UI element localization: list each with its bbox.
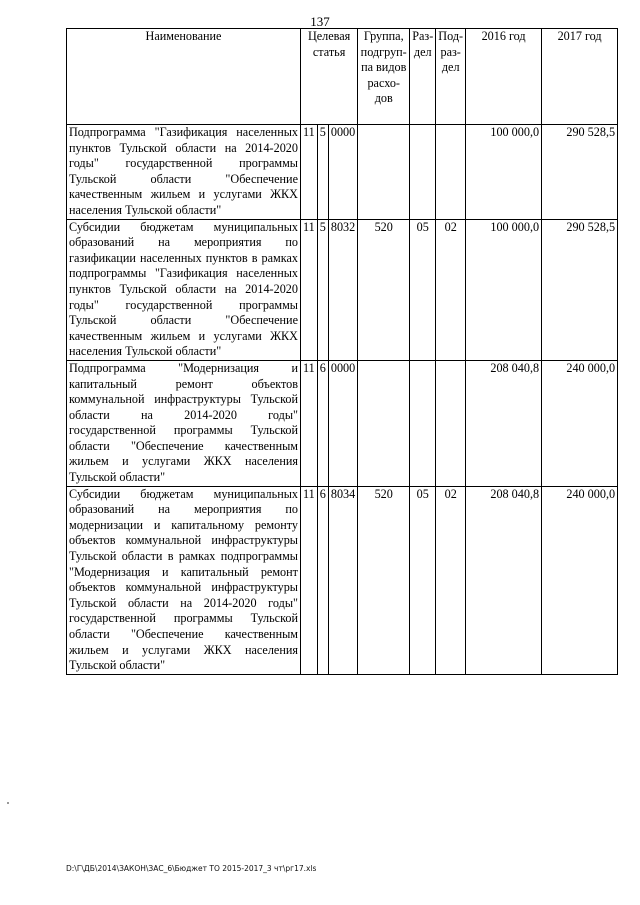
section-cell <box>410 360 436 486</box>
target-article-part3: 8032 <box>328 219 357 360</box>
target-article-part2: 5 <box>317 125 328 220</box>
amount-2017-cell: 290 528,5 <box>542 125 618 220</box>
table-row <box>67 219 618 360</box>
target-article-part1: 11 <box>301 125 318 220</box>
amount-2016-cell: 100 000,0 <box>466 219 542 360</box>
table-row <box>67 360 618 486</box>
header-subsection: Под- раз- дел <box>436 29 466 125</box>
amount-2017-cell: 240 000,0 <box>542 360 618 486</box>
row-name-cell: Субсидии бюджетам муниципальных образований на мероприятия по газификации населенных пунктов в рамках подпрограммы "Газификация населенных пунктов Тульской области на 2014-2020 годы" государственной программы Тульской области "Обеспечение качественным жильем и услугами ЖКХ населения Тульской области" <box>67 219 301 360</box>
section-cell <box>410 125 436 220</box>
target-article-part1: 11 <box>301 219 318 360</box>
header-expense-group: Группа, подгруп- па видов расхо- дов <box>358 29 410 125</box>
subsection-cell <box>436 125 466 220</box>
expense-group-cell <box>358 360 410 486</box>
expense-group-cell: 520 <box>358 486 410 674</box>
target-article-part1: 11 <box>301 360 318 486</box>
target-article-part2: 6 <box>317 486 328 674</box>
amount-2016-cell: 208 040,8 <box>466 360 542 486</box>
header-name: Наименование <box>67 29 301 125</box>
margin-mark <box>7 802 9 804</box>
table-row <box>67 125 618 220</box>
row-name-cell: Субсидии бюджетам муниципальных образований на мероприятия по модернизации и капитальному ремонту объектов коммунальной инфраструктуры Тульской области в рамках подпрограммы "Модернизация и капитальный ремонт объектов коммунальной инфраструктуры Тульской области на 2014-2020 годы" государственной программы Тульской области "Обеспечение качественным жильем и услугами ЖКХ населения Тульской области" <box>67 486 301 674</box>
target-article-part2: 5 <box>317 219 328 360</box>
section-cell: 05 <box>410 486 436 674</box>
header-year-2016: 2016 год <box>466 29 542 125</box>
target-article-part3: 0000 <box>328 360 357 486</box>
target-article-part2: 6 <box>317 360 328 486</box>
amount-2017-cell: 240 000,0 <box>542 486 618 674</box>
target-article-part3: 0000 <box>328 125 357 220</box>
row-name-cell: Подпрограмма "Газификация населенных пунктов Тульской области на 2014-2020 годы" государственной программы Тульской области "Обеспечение качественным жильем и услугами ЖКХ населения Тульской области" <box>67 125 301 220</box>
amount-2017-cell: 290 528,5 <box>542 219 618 360</box>
subsection-cell <box>436 360 466 486</box>
amount-2016-cell: 208 040,8 <box>466 486 542 674</box>
subsection-cell: 02 <box>436 486 466 674</box>
subsection-cell: 02 <box>436 219 466 360</box>
header-target-article: Целевая статья <box>301 29 358 125</box>
expense-group-cell <box>358 125 410 220</box>
row-name-cell: Подпрограмма "Модернизация и капитальный ремонт объектов коммунальной инфраструктуры Тульской области на 2014-2020 годы" государственной программы Тульской области "Обеспечение качественным жильем и услугами ЖКХ населения Тульской области" <box>67 360 301 486</box>
header-year-2017: 2017 год <box>542 29 618 125</box>
section-cell: 05 <box>410 219 436 360</box>
header-section: Раз- дел <box>410 29 436 125</box>
target-article-part3: 8034 <box>328 486 357 674</box>
amount-2016-cell: 100 000,0 <box>466 125 542 220</box>
table-header-row <box>67 29 618 125</box>
target-article-part1: 11 <box>301 486 318 674</box>
table-row <box>67 486 618 674</box>
budget-table <box>66 28 618 675</box>
footer-file-path: D:\Г\ДБ\2014\ЗАКОН\ЗАС_6\Бюджет ТО 2015-2017_3 чт\рг17.xls <box>66 864 317 873</box>
page-number: 137 <box>310 14 330 29</box>
expense-group-cell: 520 <box>358 219 410 360</box>
